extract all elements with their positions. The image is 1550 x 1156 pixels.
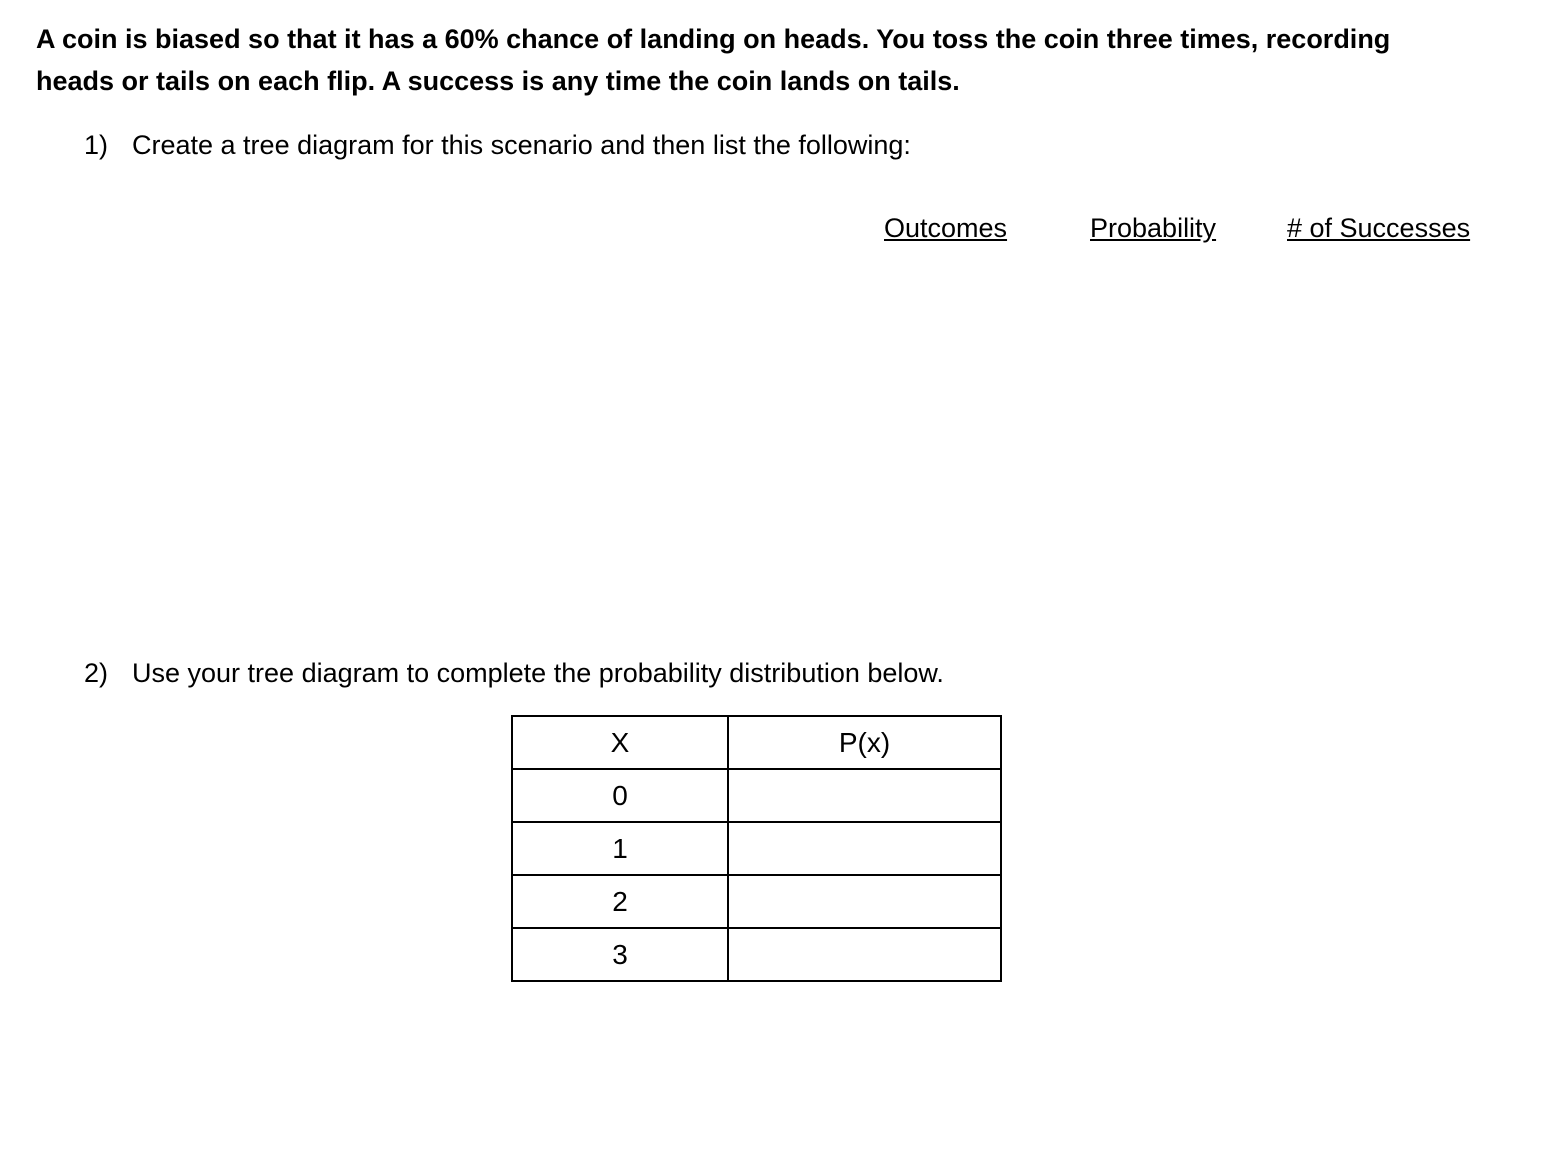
px-value[interactable] [728,769,1001,822]
x-value: 0 [512,769,728,822]
x-value: 3 [512,928,728,981]
question-2-number: 2) [84,658,109,688]
outcomes-heading: Outcomes [884,213,1008,243]
question-2-text: Use your tree diagram to complete the probability distribution below. [132,658,944,688]
x-value: 2 [512,875,728,928]
probability-heading: Probability [1090,213,1217,243]
table-row [512,822,1001,875]
question-1-number: 1) [84,130,109,160]
table-row [512,769,1001,822]
problem-statement [36,18,1516,102]
probability-distribution-table [511,715,1002,982]
table-row [512,928,1001,981]
px-value[interactable] [728,822,1001,875]
table-header-row [512,716,1001,769]
header-x: X [512,716,728,769]
question-1-text: Create a tree diagram for this scenario and then list the following: [132,130,911,160]
x-value: 1 [512,822,728,875]
px-value[interactable] [728,928,1001,981]
question-1 [84,128,911,162]
header-px: P(x) [728,716,1001,769]
table-row [512,875,1001,928]
question-2 [84,656,944,690]
successes-heading: # of Successes [1287,213,1471,243]
problem-line-2: heads or tails on each flip. A success is any time the coin lands on tails. [36,66,960,96]
problem-line-1: A coin is biased so that it has a 60% chance of landing on heads. You toss the coin three times, recording [36,24,1391,54]
px-value[interactable] [728,875,1001,928]
